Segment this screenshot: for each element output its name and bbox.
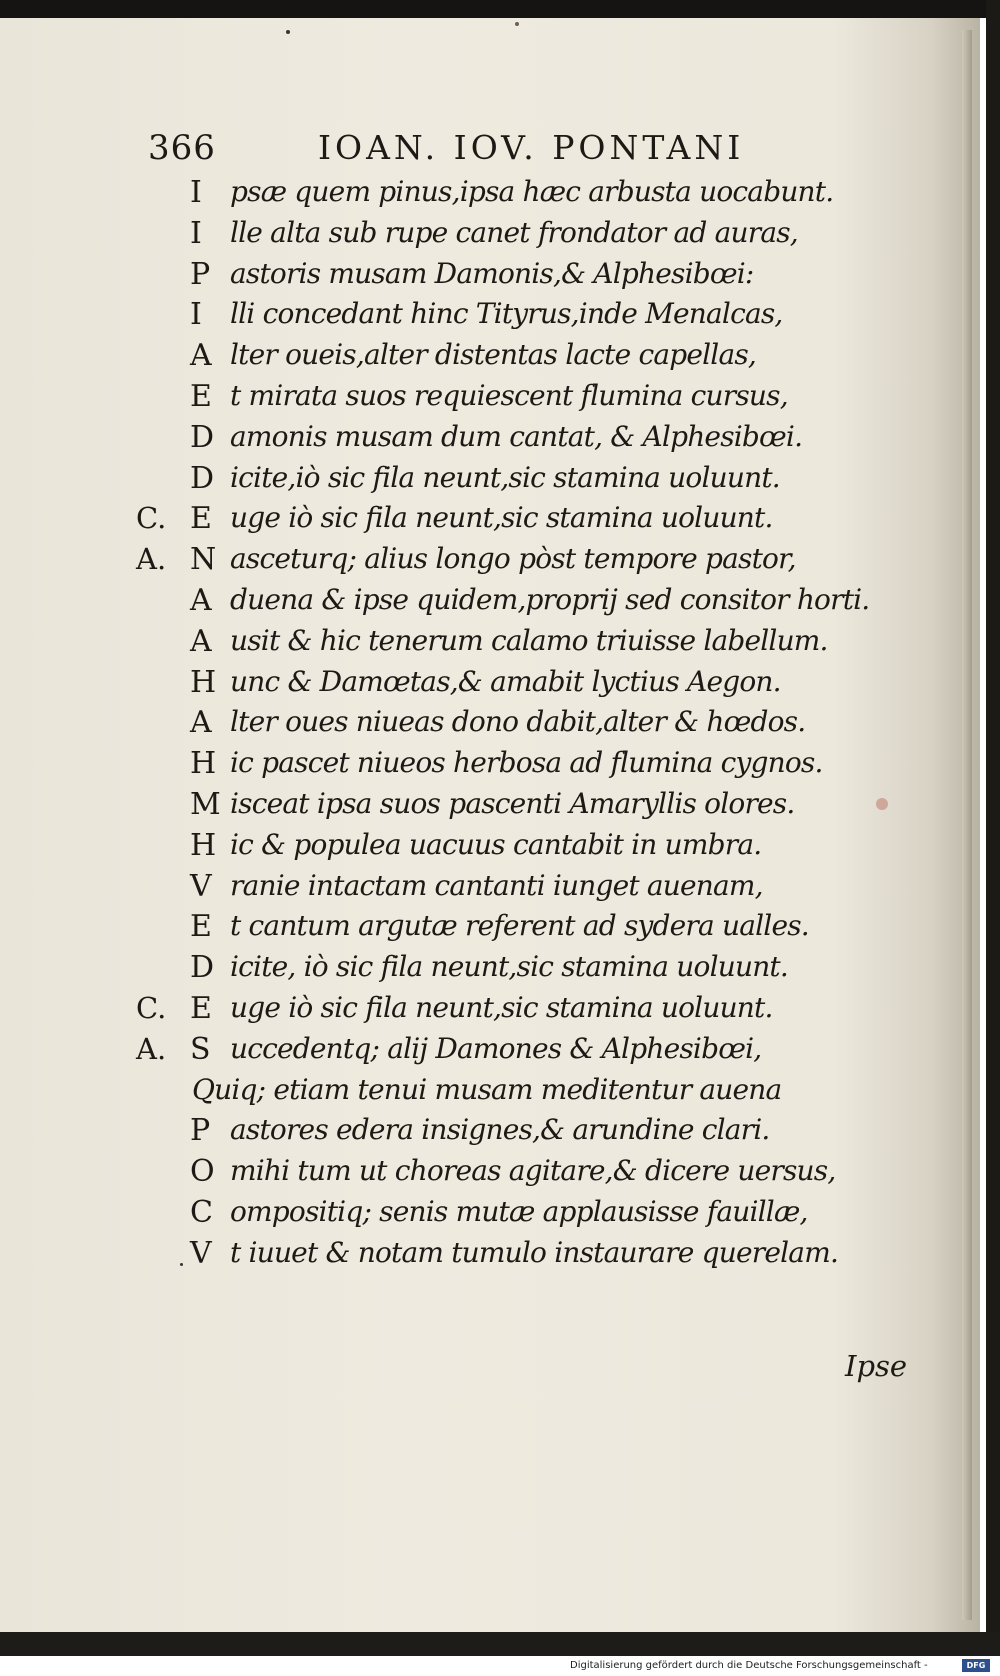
verse-initial: V bbox=[190, 1235, 212, 1271]
page-edge bbox=[962, 30, 972, 1620]
verse-initial: A bbox=[190, 583, 212, 618]
verse-line bbox=[0, 1073, 960, 1116]
verse-initial: P bbox=[190, 256, 211, 292]
verse-initial: A bbox=[190, 705, 212, 741]
verse-initial: E bbox=[190, 909, 212, 945]
verse-initial: P bbox=[190, 1113, 211, 1149]
verse-line bbox=[0, 1032, 960, 1075]
verse-initial: H bbox=[190, 664, 217, 700]
verse-text: psæ quem pinus,ipsa hæc arbusta uocabunt. bbox=[230, 175, 834, 208]
verse-text: ic & populea uacuus cantabit in umbra. bbox=[230, 827, 762, 861]
verse-text: mihi tum ut choreas agitare,& dicere uersus, bbox=[230, 1154, 836, 1188]
verse-line bbox=[0, 257, 960, 300]
verse-line bbox=[0, 991, 960, 1034]
verse-text: isceat ipsa suos pascenti Amaryllis olores. bbox=[230, 787, 795, 820]
dfg-logo: DFG bbox=[962, 1659, 990, 1672]
verse-line bbox=[0, 705, 960, 748]
speaker-label: A. bbox=[136, 542, 167, 577]
verse-text: ranie intactam cantanti iunget auenam, bbox=[230, 868, 763, 902]
speaker-label: C. bbox=[136, 991, 167, 1025]
verse-text: t iuuet & notam tumulo instaurare querelam. bbox=[230, 1235, 839, 1269]
verse-initial: E bbox=[190, 991, 212, 1026]
verse-initial: D bbox=[190, 460, 215, 496]
verse-text: lter oues niueas dono dabit,alter & hœdos. bbox=[230, 705, 806, 739]
verse-line bbox=[0, 501, 960, 544]
verse-text: astores edera insignes,& arundine clari. bbox=[230, 1113, 770, 1147]
verse-line bbox=[0, 1113, 960, 1156]
verse-initial: I bbox=[190, 297, 202, 333]
verse-text: Quiq; etiam tenui musam meditentur auena bbox=[192, 1072, 782, 1106]
verse-line bbox=[0, 297, 960, 340]
verse-initial: S bbox=[190, 1031, 211, 1067]
verse-initial: E bbox=[190, 379, 212, 414]
scan-border-right bbox=[986, 0, 1000, 1656]
verse-line bbox=[0, 1195, 960, 1238]
verse-line bbox=[0, 216, 960, 259]
ink-speck bbox=[286, 30, 290, 34]
verse-text: icite,iò sic fila neunt,sic stamina uoluunt. bbox=[230, 460, 780, 494]
verse-initial: I bbox=[190, 215, 202, 251]
verse-initial: C bbox=[190, 1195, 213, 1230]
verse-line bbox=[0, 175, 960, 218]
verse-line bbox=[0, 379, 960, 422]
verse-text: uge iò sic fila neunt,sic stamina uoluunt. bbox=[230, 501, 773, 535]
verse-initial: N bbox=[190, 542, 217, 578]
verse-line bbox=[0, 624, 960, 667]
verse-line bbox=[0, 338, 960, 381]
verse-initial: A bbox=[190, 623, 212, 659]
verse-line bbox=[0, 828, 960, 871]
verse-initial: O bbox=[190, 1154, 215, 1190]
verse-text: ompositiq; senis mutæ applausisse fauillæ, bbox=[230, 1195, 808, 1228]
verse-line bbox=[0, 950, 960, 993]
speaker-label: C. bbox=[136, 501, 167, 536]
verse-initial: M bbox=[190, 787, 221, 822]
verse-text: icite, iò sic fila neunt,sic stamina uoluunt. bbox=[230, 950, 788, 984]
verse-initial: E bbox=[190, 501, 212, 537]
verse-line bbox=[0, 909, 960, 952]
verse-line bbox=[0, 1154, 960, 1197]
verse-initial: I bbox=[190, 175, 202, 210]
running-head: IOAN. IOV. PONTANI bbox=[318, 128, 745, 167]
verse-text: usit & hic tenerum calamo triuisse labellum. bbox=[230, 623, 828, 657]
verse-initial: H bbox=[190, 746, 217, 782]
verse-text: lli concedant hinc Tityrus,inde Menalcas, bbox=[230, 297, 783, 331]
verse-initial: H bbox=[190, 827, 217, 863]
verse-line bbox=[0, 869, 960, 912]
verse-initial: D bbox=[190, 419, 215, 455]
ink-speck bbox=[515, 22, 519, 26]
verse-text: duena & ipse quidem,proprij sed consitor horti. bbox=[230, 583, 870, 616]
verse-line bbox=[0, 1236, 960, 1279]
catchword: Ipse bbox=[845, 1349, 908, 1383]
speaker-label: A. bbox=[136, 1031, 167, 1066]
verse-text: amonis musam dum cantat, & Alphesibœi. bbox=[230, 419, 803, 453]
verse-line bbox=[0, 583, 960, 626]
digitization-credit: Digitalisierung gefördert durch die Deutsche Forschungsgemeinschaft - bbox=[570, 1660, 928, 1671]
page-number: 366 bbox=[148, 128, 216, 168]
verse-line bbox=[0, 665, 960, 708]
verse-line bbox=[0, 542, 960, 585]
verse-text: asceturq; alius longo pòst tempore pastor, bbox=[230, 542, 796, 576]
verse-line bbox=[0, 746, 960, 789]
verse-text: t mirata suos requiescent flumina cursus, bbox=[230, 379, 788, 412]
verse-text: astoris musam Damonis,& Alphesibœi: bbox=[230, 256, 754, 290]
verse-text: uge iò sic fila neunt,sic stamina uoluunt. bbox=[230, 991, 773, 1024]
verse-initial: V bbox=[190, 868, 212, 904]
verse-line bbox=[0, 420, 960, 463]
verse-line bbox=[0, 461, 960, 504]
verse-initial: A bbox=[190, 338, 212, 374]
verse-line bbox=[0, 787, 960, 830]
verse-initial: D bbox=[190, 950, 215, 986]
verse-text: unc & Damœtas,& amabit lyctius Aegon. bbox=[230, 664, 781, 698]
scan-border-bottom bbox=[0, 1632, 1000, 1656]
verse-text: lter oueis,alter distentas lacte capellas, bbox=[230, 338, 757, 372]
verse-text: t cantum argutæ referent ad sydera ualles. bbox=[230, 909, 809, 943]
scan-border-top bbox=[0, 0, 1000, 18]
verse-text: uccedentq; alij Damones & Alphesibœi, bbox=[230, 1031, 762, 1065]
verse-text: lle alta sub rupe canet frondator ad auras, bbox=[230, 215, 798, 249]
verse-text: ic pascet niueos herbosa ad flumina cygnos. bbox=[230, 746, 823, 780]
